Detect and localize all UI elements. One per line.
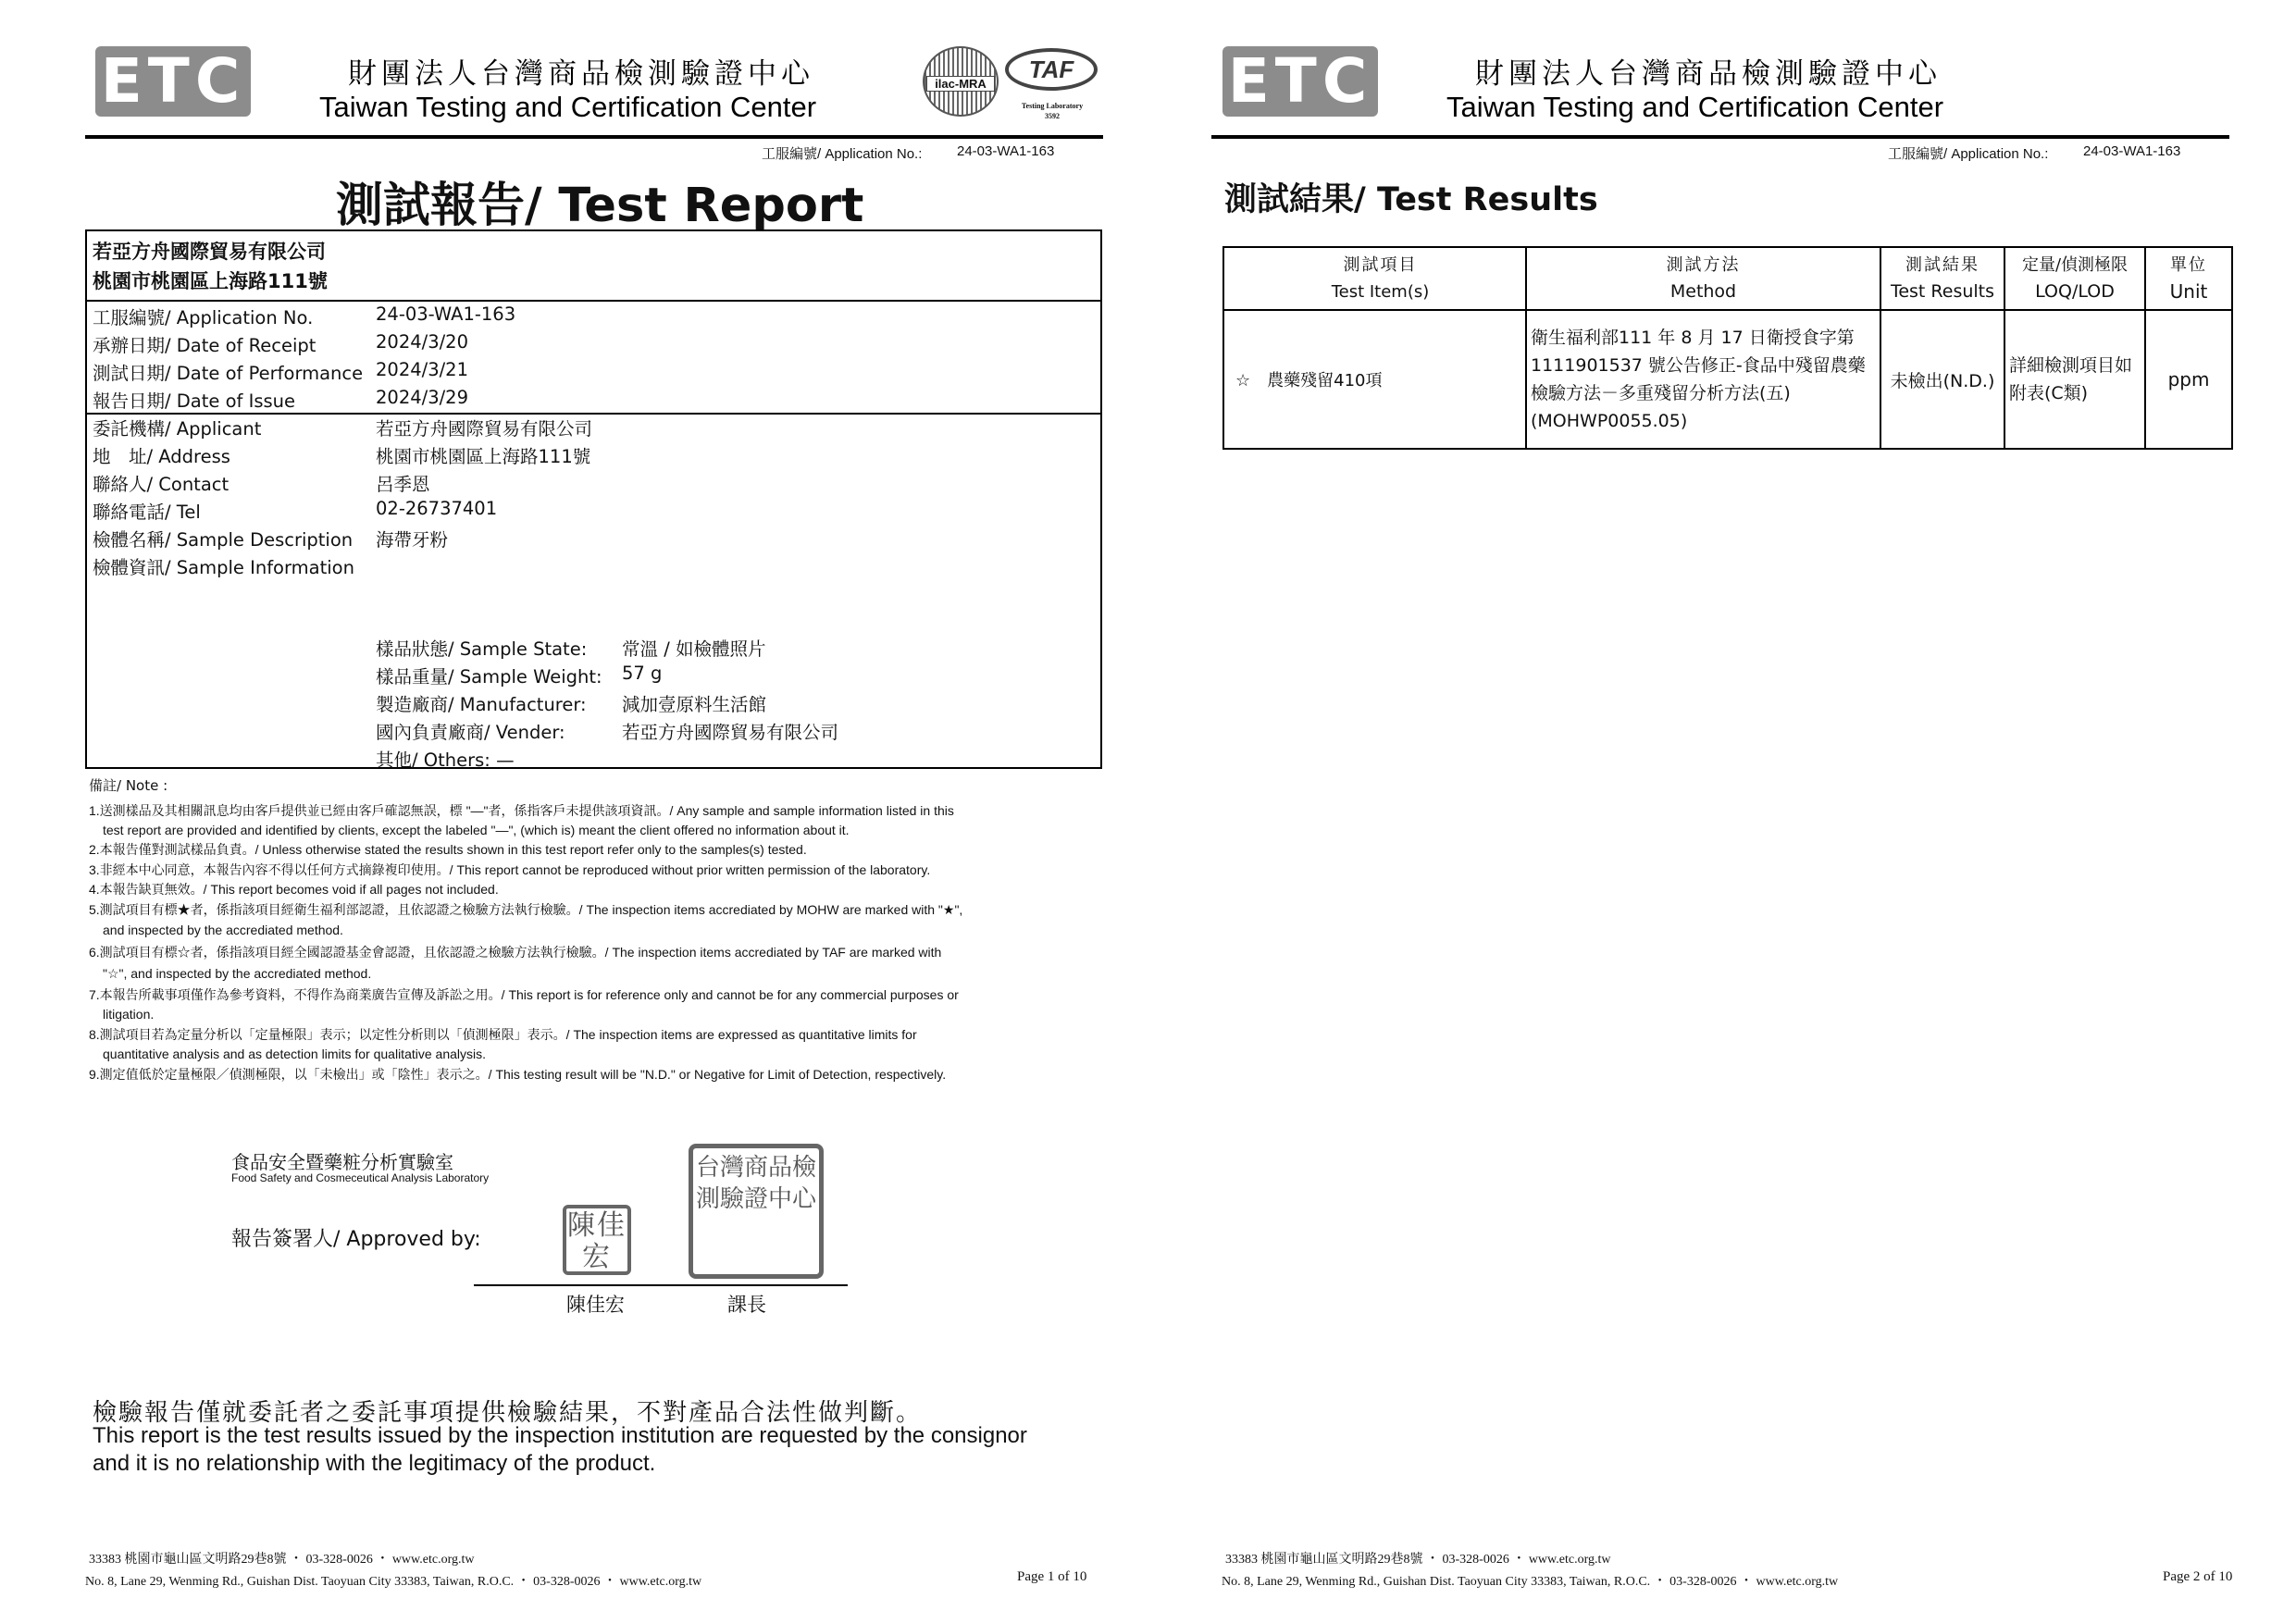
etc-logo: ETC <box>95 46 251 117</box>
sample-weight-value: 57 g <box>622 663 663 684</box>
etc-logo: ETC <box>1222 46 1378 117</box>
signature-line <box>474 1284 848 1286</box>
taf-sub-label: Testing Laboratory <box>1021 102 1084 110</box>
note-line: quantitative analysis and as detection limits for qualitative analysis. <box>103 1047 486 1061</box>
others-label <box>376 746 515 772</box>
application-no-row-value: 24-03-WA1-163 <box>376 304 516 325</box>
applicant-value: 若亞方舟國際貿易有限公司 <box>376 418 593 440</box>
col-unit: 單位 Unit <box>2145 247 2232 310</box>
applicant-address-header: 桃園市桃園區上海路111號 <box>93 270 328 292</box>
cell-method: 衛生福利部111 年 8 月 17 日衛授食字第1111901537 號公告修正-食品中殘留農藥檢驗方法－多重殘留分析方法(五)(MOHWP0055.05) <box>1526 310 1880 449</box>
sample-state-label: 樣品狀態/ Sample State: <box>376 638 588 660</box>
manufacturer-label: 製造廠商/ Manufacturer: <box>376 694 587 715</box>
vender-label: 國內負責廠商/ Vender: <box>376 722 565 743</box>
box-divider <box>87 300 1100 302</box>
note-line: litigation. <box>103 1007 155 1022</box>
footer-address-zh: 33383 桃園市龜山區文明路29巷8號 ・ 03-328-0026 ・ www.etc.org.tw <box>89 1553 475 1567</box>
footer-address-zh: 33383 桃園市龜山區文明路29巷8號 ・ 03-328-0026 ・ www.etc.org.tw <box>1225 1553 1611 1567</box>
lab-name-en: Food Safety and Cosmeceutical Analysis Laboratory <box>231 1171 490 1184</box>
header-rule <box>1211 135 2229 139</box>
note-line: "☆", and inspected by the accrediated method. <box>103 966 372 981</box>
results-table <box>1222 246 2233 450</box>
disclaimer-en-line1: This report is the test results issued by the inspection institution are requested by the consignor <box>93 1423 1027 1448</box>
footer-address-en: No. 8, Lane 29, Wenming Rd., Guishan Dist. Taoyuan City 33383, Taiwan, R.O.C. ・ 03-328-0026 ・ www.etc.org.tw <box>85 1575 702 1589</box>
header-rule <box>85 135 1103 139</box>
cell-test-item: ☆ 農藥殘留410項 <box>1223 310 1526 449</box>
sample-information-label: 檢體資訊/ Sample Information <box>93 557 354 578</box>
note-line: 2.本報告僅對測試樣品負責。/ Unless otherwise stated the results shown in this test report refer only to the samples(s) tested. <box>89 842 807 857</box>
cell-loq: 詳細檢測項目如附表(C類) <box>2004 310 2145 449</box>
tel-label: 聯絡電話/ Tel <box>93 502 201 523</box>
note-line: 7.本報告所載事項僅作為參考資料，不得作為商業廣告宣傳及訴訟之用。/ This report is for reference only and cannot be for any commercial purposes or <box>89 987 959 1002</box>
vender-value: 若亞方舟國際貿易有限公司 <box>622 722 839 743</box>
col-method: 測試方法 Method <box>1526 247 1880 310</box>
page-number: Page 1 of 10 <box>1017 1569 1087 1584</box>
application-no-row-label: 工服編號/ Application No. <box>93 307 314 328</box>
sample-state-value: 常溫 / 如檢體照片 <box>622 638 766 660</box>
org-name-en: Taiwan Testing and Certification Center <box>319 91 817 123</box>
org-name-zh: 財團法人台灣商品檢測驗證中心 <box>348 57 814 91</box>
report-page-2 <box>1148 0 2295 1623</box>
manufacturer-value: 減加壹原料生活館 <box>622 694 767 715</box>
note-line: 9.測定值低於定量極限／偵測極限，以「未檢出」或「陰性」表示之。/ This testing result will be "N.D." or Negative for Limit of Detection, respectively. <box>89 1067 947 1082</box>
org-seal: 台灣商品檢測驗證中心 <box>689 1144 824 1279</box>
others-label-text: 其他/ Others: <box>376 750 490 771</box>
contact-label: 聯絡人/ Contact <box>93 474 230 495</box>
taf-lab-number: 3592 <box>1045 112 1060 120</box>
cell-unit: ppm <box>2145 310 2232 449</box>
sample-weight-label: 樣品重量/ Sample Weight: <box>376 666 602 688</box>
ilac-mra-label: ilac-MRA <box>926 76 995 92</box>
col-loq-lod: 定量/偵測極限 LOQ/LOD <box>2004 247 2145 310</box>
receipt-date-label: 承辦日期/ Date of Receipt <box>93 335 316 356</box>
issue-date-label: 報告日期/ Date of Issue <box>93 390 295 412</box>
table-row <box>1223 310 2232 449</box>
footer-address-en: No. 8, Lane 29, Wenming Rd., Guishan Dist. Taoyuan City 33383, Taiwan, R.O.C. ・ 03-328-0026 ・ www.etc.org.tw <box>1222 1575 1839 1589</box>
note-line: 6.測試項目有標☆者，係指該項目經全國認證基金會認證，且依認證之檢驗方法執行檢驗。/ The inspection items accrediated by TAF are marked with <box>89 945 942 960</box>
approved-by-label: 報告簽署人/ Approved by: <box>231 1228 481 1251</box>
taf-logo: TAF <box>1005 48 1098 91</box>
col-test-results: 測試結果 Test Results <box>1880 247 2004 310</box>
performance-date-label: 測試日期/ Date of Performance <box>93 363 364 384</box>
address-value: 桃園市桃園區上海路111號 <box>376 446 591 467</box>
cell-result: 未檢出(N.D.) <box>1880 310 2004 449</box>
note-line: 3.非經本中心同意，本報告內容不得以任何方式摘錄複印使用。/ This report cannot be reproduced without prior written permission of the laboratory. <box>89 862 931 877</box>
note-title: 備註/ Note : <box>89 777 168 794</box>
org-name-zh: 財團法人台灣商品檢測驗證中心 <box>1475 57 1942 91</box>
table-header-row <box>1223 247 2232 310</box>
report-info-box <box>85 229 1102 769</box>
lab-name-zh: 食品安全暨藥粧分析實驗室 <box>231 1151 453 1173</box>
address-label: 地 址/ Address <box>93 446 230 467</box>
sample-description-label: 檢體名稱/ Sample Description <box>93 529 354 551</box>
note-line: 4.本報告缺頁無效。/ This report becomes void if all pages not included. <box>89 882 499 897</box>
report-title: 測試報告/ Test Report <box>336 179 864 233</box>
page-number: Page 2 of 10 <box>2163 1569 2233 1584</box>
col-test-item: 測試項目 Test Item(s) <box>1223 247 1526 310</box>
tel-value: 02-26737401 <box>376 498 498 519</box>
applicant-name-header: 若亞方舟國際貿易有限公司 <box>93 241 326 263</box>
note-line: test report are provided and identified by clients, except the labeled "—", (which is) meant the client offered no information about it. <box>103 823 850 837</box>
signer-name: 陳佳宏 <box>566 1294 625 1316</box>
note-line: 1.送測樣品及其相關訊息均由客戶提供並已經由客戶確認無誤，標 "—"者，係指客戶未提供該項資訊。/ Any sample and sample information listed in this <box>89 803 954 818</box>
application-no-value: 24-03-WA1-163 <box>957 143 1055 159</box>
others-value: — <box>496 750 515 771</box>
disclaimer-en-line2: and it is no relationship with the legitimacy of the product. <box>93 1451 656 1476</box>
applicant-label: 委託機構/ Applicant <box>93 418 262 440</box>
application-no-label: 工服編號/ Application No.: <box>1888 146 2049 162</box>
application-no-value: 24-03-WA1-163 <box>2083 143 2181 159</box>
note-line: and inspected by the accrediated method. <box>103 923 343 937</box>
signer-title: 課長 <box>727 1294 766 1316</box>
ilac-mra-logo <box>923 46 999 117</box>
signer-seal: 陳佳宏 <box>563 1205 631 1275</box>
sample-description-value: 海帶牙粉 <box>376 529 449 551</box>
contact-value: 呂季恩 <box>376 474 430 495</box>
note-line: 8.測試項目若為定量分析以「定量極限」表示；以定性分析則以「偵測極限」表示。/ The inspection items are expressed as quantitative limits for <box>89 1027 917 1042</box>
issue-date-value: 2024/3/29 <box>376 387 468 408</box>
org-name-en: Taiwan Testing and Certification Center <box>1446 91 1944 123</box>
performance-date-value: 2024/3/21 <box>376 359 468 380</box>
results-title: 測試結果/ Test Results <box>1224 181 1598 218</box>
application-no-label: 工服編號/ Application No.: <box>762 146 923 162</box>
disclaimer-zh: 檢驗報告僅就委託者之委託事項提供檢驗結果，不對產品合法性做判斷。 <box>93 1399 923 1427</box>
receipt-date-value: 2024/3/20 <box>376 331 468 353</box>
note-line: 5.測試項目有標★者，係指該項目經衛生福利部認證，且依認證之檢驗方法執行檢驗。/ The inspection items accrediated by MOHW are marked with "★", <box>89 902 963 917</box>
